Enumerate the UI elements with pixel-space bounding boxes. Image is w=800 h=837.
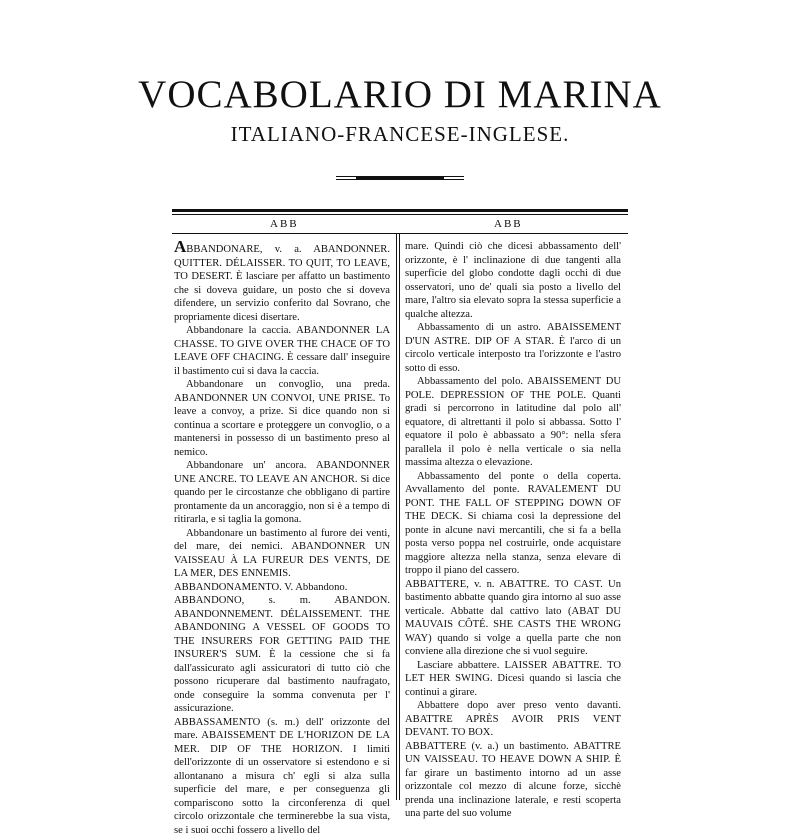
dictionary-entry: ABBANDONAMENTO. V. Abbandono. [174, 581, 390, 595]
header-rule-thick [172, 209, 628, 212]
sub-entry: Abbandonare un bastimento al furore dei venti, del mare, dei nemici. ABANDONNER UN VAISSEAU À LA FUREUR DES VENTS, DE LA MER, DES ENNEMIS. [174, 527, 390, 581]
sub-entry: Abbassamento del ponte o della coperta. Avvallamento del ponte. RAVALEMENT DU PONT. THE FALL OF STEPPING DOWN OF THE DECK. Si chiama così la depressione del ponte in alcune navi mercantili, che si fa a bella posta verso poppa nel costruirle, onde acquistare maggiore altezza nella stanza, senza elevare di troppo il piano del cassero. [405, 470, 621, 578]
header-rule-thin [172, 214, 628, 215]
drop-cap: A [174, 237, 186, 256]
right-column [405, 240, 621, 821]
sub-entry: Abbassamento di un astro. ABAISSEMENT D'UN ASTRE. DIP OF A STAR. È l'arco di un circolo verticale interposto tra l'orizzonte e l'astro sotto di esso. [405, 321, 621, 375]
sub-entry: Abbandonare la caccia. ABANDONNER LA CHASSE. TO GIVE OVER THE CHACE OF TO LEAVE OFF CHACING. È cessare dall' inseguire il bastimento cui si dava la caccia. [174, 324, 390, 378]
dictionary-entry: ABBASSAMENTO (s. m.) dell' orizzonte del mare. ABAISSEMENT DE L'HORIZON DE LA MER. DIP OF THE HORIZON. I limiti dell'orizzonte di un osservatore si estendono e si allontanano a misura ch' egli si alza sulla superficie del mare, e per conseguenza gli compariscono sotto la circonferenza di quel circolo orizzontale che terminerebbe la sua vista, se i suoi occhi fossero a livello del [174, 716, 390, 837]
sub-entry: Abbattere dopo aver preso vento davanti. ABATTRE APRÈS AVOIR PRIS VENT DEVANT. TO BOX. [405, 699, 621, 740]
column-divider [396, 234, 401, 800]
page-title: VOCABOLARIO DI MARINA [0, 72, 800, 117]
dictionary-entry: ABBATTERE, v. n. ABATTRE. TO CAST. Un bastimento abbatte quando gira intorno al suo asse verticale. Abbatte dal cattivo lato (ABAT DU MAUVAIS CÔTÉ. SHE CASTS THE WRONG WAY) quando si volge a quella parte che non conviene alla direzione che si vuol seguire. [405, 578, 621, 659]
dictionary-entry: ABBANDONO, s. m. ABANDON. ABANDONNEMENT. DÉLAISSEMENT. THE ABANDONING A VESSEL OF GOODS TO THE INSURERS FOR GETTING PAID THE INSURER'S SUM. È la cessione che si fa dall'assicurato agli assicuratori di tutto ciò che possono ricuperare dal bastimento naufragato, onde conseguire la somma convenuta per l' assicurazione. [174, 594, 390, 716]
dictionary-entry: ABBATTERE (v. a.) un bastimento. ABATTRE UN VAISSEAU. TO HEAVE DOWN A SHIP. È far girare un bastimento intorno ad un asse orizzontale col mezzo di alcune forze, sicchè prenda una inclinazione laterale, e resti scoperta una parte del suo volume [405, 740, 621, 821]
entry-text: BBANDONARE, v. a. ABANDONNER. QUITTER. DÉLAISSER. TO QUIT, TO LEAVE, TO DESERT. È lasciare per affatto un bastimento che si doveva guidare, un posto che si doveva difendere, un servizio conferito dal Sovrano, che propriamente dicesi disertare. [174, 244, 390, 323]
sub-entry: Abbassamento del polo. ABAISSEMENT DU POLE. DEPRESSION OF THE POLE. Quanti gradi si percorrono in latitudine dal polo all' equatore, di altrettanti il polo si abbassa. Sotto l' equatore il polo è abbassato a 90°: nella sfera parallela il polo è nella verticale o sia nella massima altezza o elevazione. [405, 375, 621, 470]
dictionary-entry [174, 240, 390, 324]
left-column [174, 240, 390, 837]
running-head-left: ABB [270, 218, 299, 230]
sub-entry: Lasciare abbattere. LAISSER ABATTRE. TO LET HER SWING. Dicesi quando si lascia che continui a girare. [405, 659, 621, 700]
sub-entry: Abbandonare un' ancora. ABANDONNER UNE ANCRE. TO LEAVE AN ANCHOR. Si dice quando per le circostanze che obbligano di partire prontamente da un ancoraggio, non si è a tempo di ritirarla, e si taglia la gomona. [174, 459, 390, 527]
title-ornament-rule [336, 176, 464, 179]
continued-text: mare. Quindi ciò che dicesi abbassamento dell' orizzonte, è l' inclinazione di due tangenti alla superficie del globo condotte dagli occhi di due osservatori, uno de' quali sia posto a livello del mare, l'altro sia elevato sopra la stessa superficie a qualche altezza. [405, 240, 621, 321]
page-subtitle: ITALIANO-FRANCESE-INGLESE. [0, 122, 800, 147]
running-head-right: ABB [494, 218, 523, 230]
sub-entry: Abbandonare un convoglio, una preda. ABANDONNER UN CONVOI, UNE PRISE. To leave a convoy, a prize. Si dice quando non si continua a scortare e proteggere un convoglio, o a mantenersi in possesso di un bastimento preso al nemico. [174, 378, 390, 459]
